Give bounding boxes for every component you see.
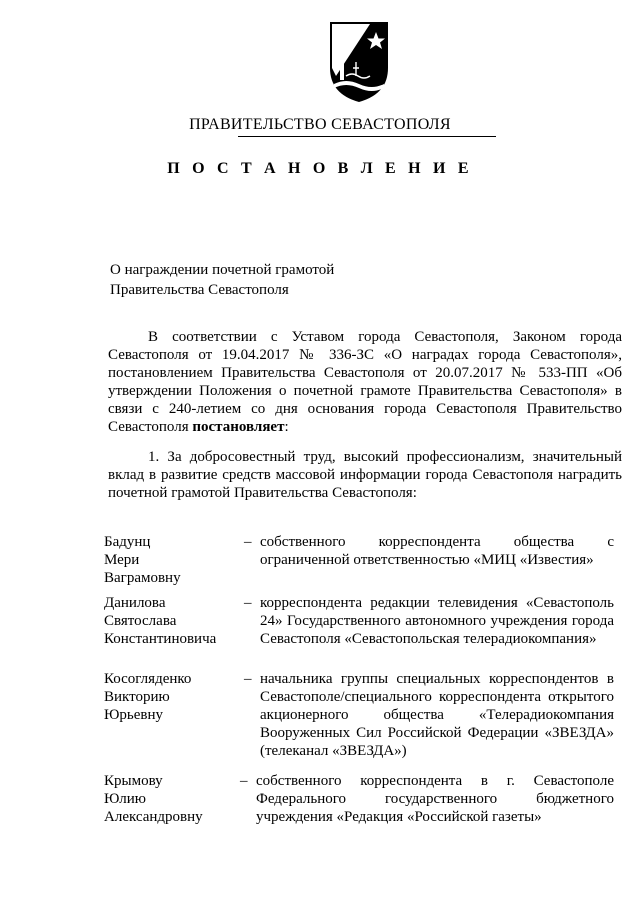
preamble-tail: :: [284, 419, 289, 435]
awardee-patronymic: Александровну: [104, 809, 203, 825]
preamble-decree-word: постановляет: [192, 419, 285, 435]
awardee-position: начальника группы специальных корреспондентов в Севастополе/специального корреспондента открытого акционерного общества «Телерадиокомпания Вооруженных Сил Российской Федерации «ЗВЕЗДА» (телеканал «ЗВЕЗДА»): [260, 671, 614, 759]
awardee-dash: –: [244, 671, 252, 687]
preamble-text: В соответствии с Уставом города Севастополя, Законом города Севастополя от 19.04.2017 № 336-ЗС «О наградах города Севастополя», постановлением Правительства Севастополя от 20.07.2017 № 533-ПП «Об утверждении Положения о почетной грамоте Правительства Севастополя» в связи с 240-летием со дня основания города Севастополя Правительство Севастополя: [108, 329, 622, 435]
title-underline: [238, 136, 496, 137]
awardee-first-name: Викторию: [104, 689, 170, 705]
document-type: П О С Т А Н О В Л Е Н И Е: [167, 160, 473, 177]
awardee-position: корреспондента редакции телевидения «Севастополь 24» Государственного автономного учреждения города Севастополя «Севастопольская телерадиокомпания»: [260, 595, 614, 647]
awardee-name: [104, 670, 234, 724]
awardee-name: [104, 533, 234, 587]
subject-line-1: О награждении почетной грамотой: [110, 262, 335, 278]
awardee-name: [104, 772, 234, 826]
clause-1-paragraph: 1. За добросовестный труд, высокий профессионализм, значительный вклад в развитие средств массовой информации города Севастополя наградить почетной грамотой Правительства Севастополя:: [108, 449, 622, 501]
sevastopol-coat-of-arms-icon: [326, 18, 392, 104]
awardee-surname: Крымову: [104, 773, 163, 789]
awardee-name: [104, 594, 234, 648]
awardee-surname: Данилова: [104, 595, 166, 611]
awardee-dash: –: [240, 773, 248, 789]
awardee-position: собственного корреспондента в г. Севастополе Федерального государственного бюджетного учреждения «Редакция «Российской газеты»: [256, 773, 614, 825]
document-subject: [110, 260, 430, 300]
awardee-patronymic: Константиновича: [104, 631, 217, 647]
awardee-first-name: Юлию: [104, 791, 146, 807]
awardee-surname: Косогляденко: [104, 671, 192, 687]
subject-line-2: Правительства Севастополя: [110, 282, 289, 298]
awardee-position: собственного корреспондента общества с ограниченной ответственностью «МИЦ «Известия»: [260, 534, 614, 568]
awardee-dash: –: [244, 595, 252, 611]
awardee-first-name: Мери: [104, 552, 140, 568]
preamble-paragraph: [108, 328, 622, 436]
awardee-patronymic: Юрьевну: [104, 707, 164, 723]
awardee-first-name: Святослава: [104, 613, 177, 629]
awardee-patronymic: Ваграмовну: [104, 570, 181, 586]
awardee-surname: Бадунц: [104, 534, 151, 550]
government-name: ПРАВИТЕЛЬСТВО СЕВАСТОПОЛЯ: [189, 116, 451, 133]
awardee-dash: –: [244, 534, 252, 550]
